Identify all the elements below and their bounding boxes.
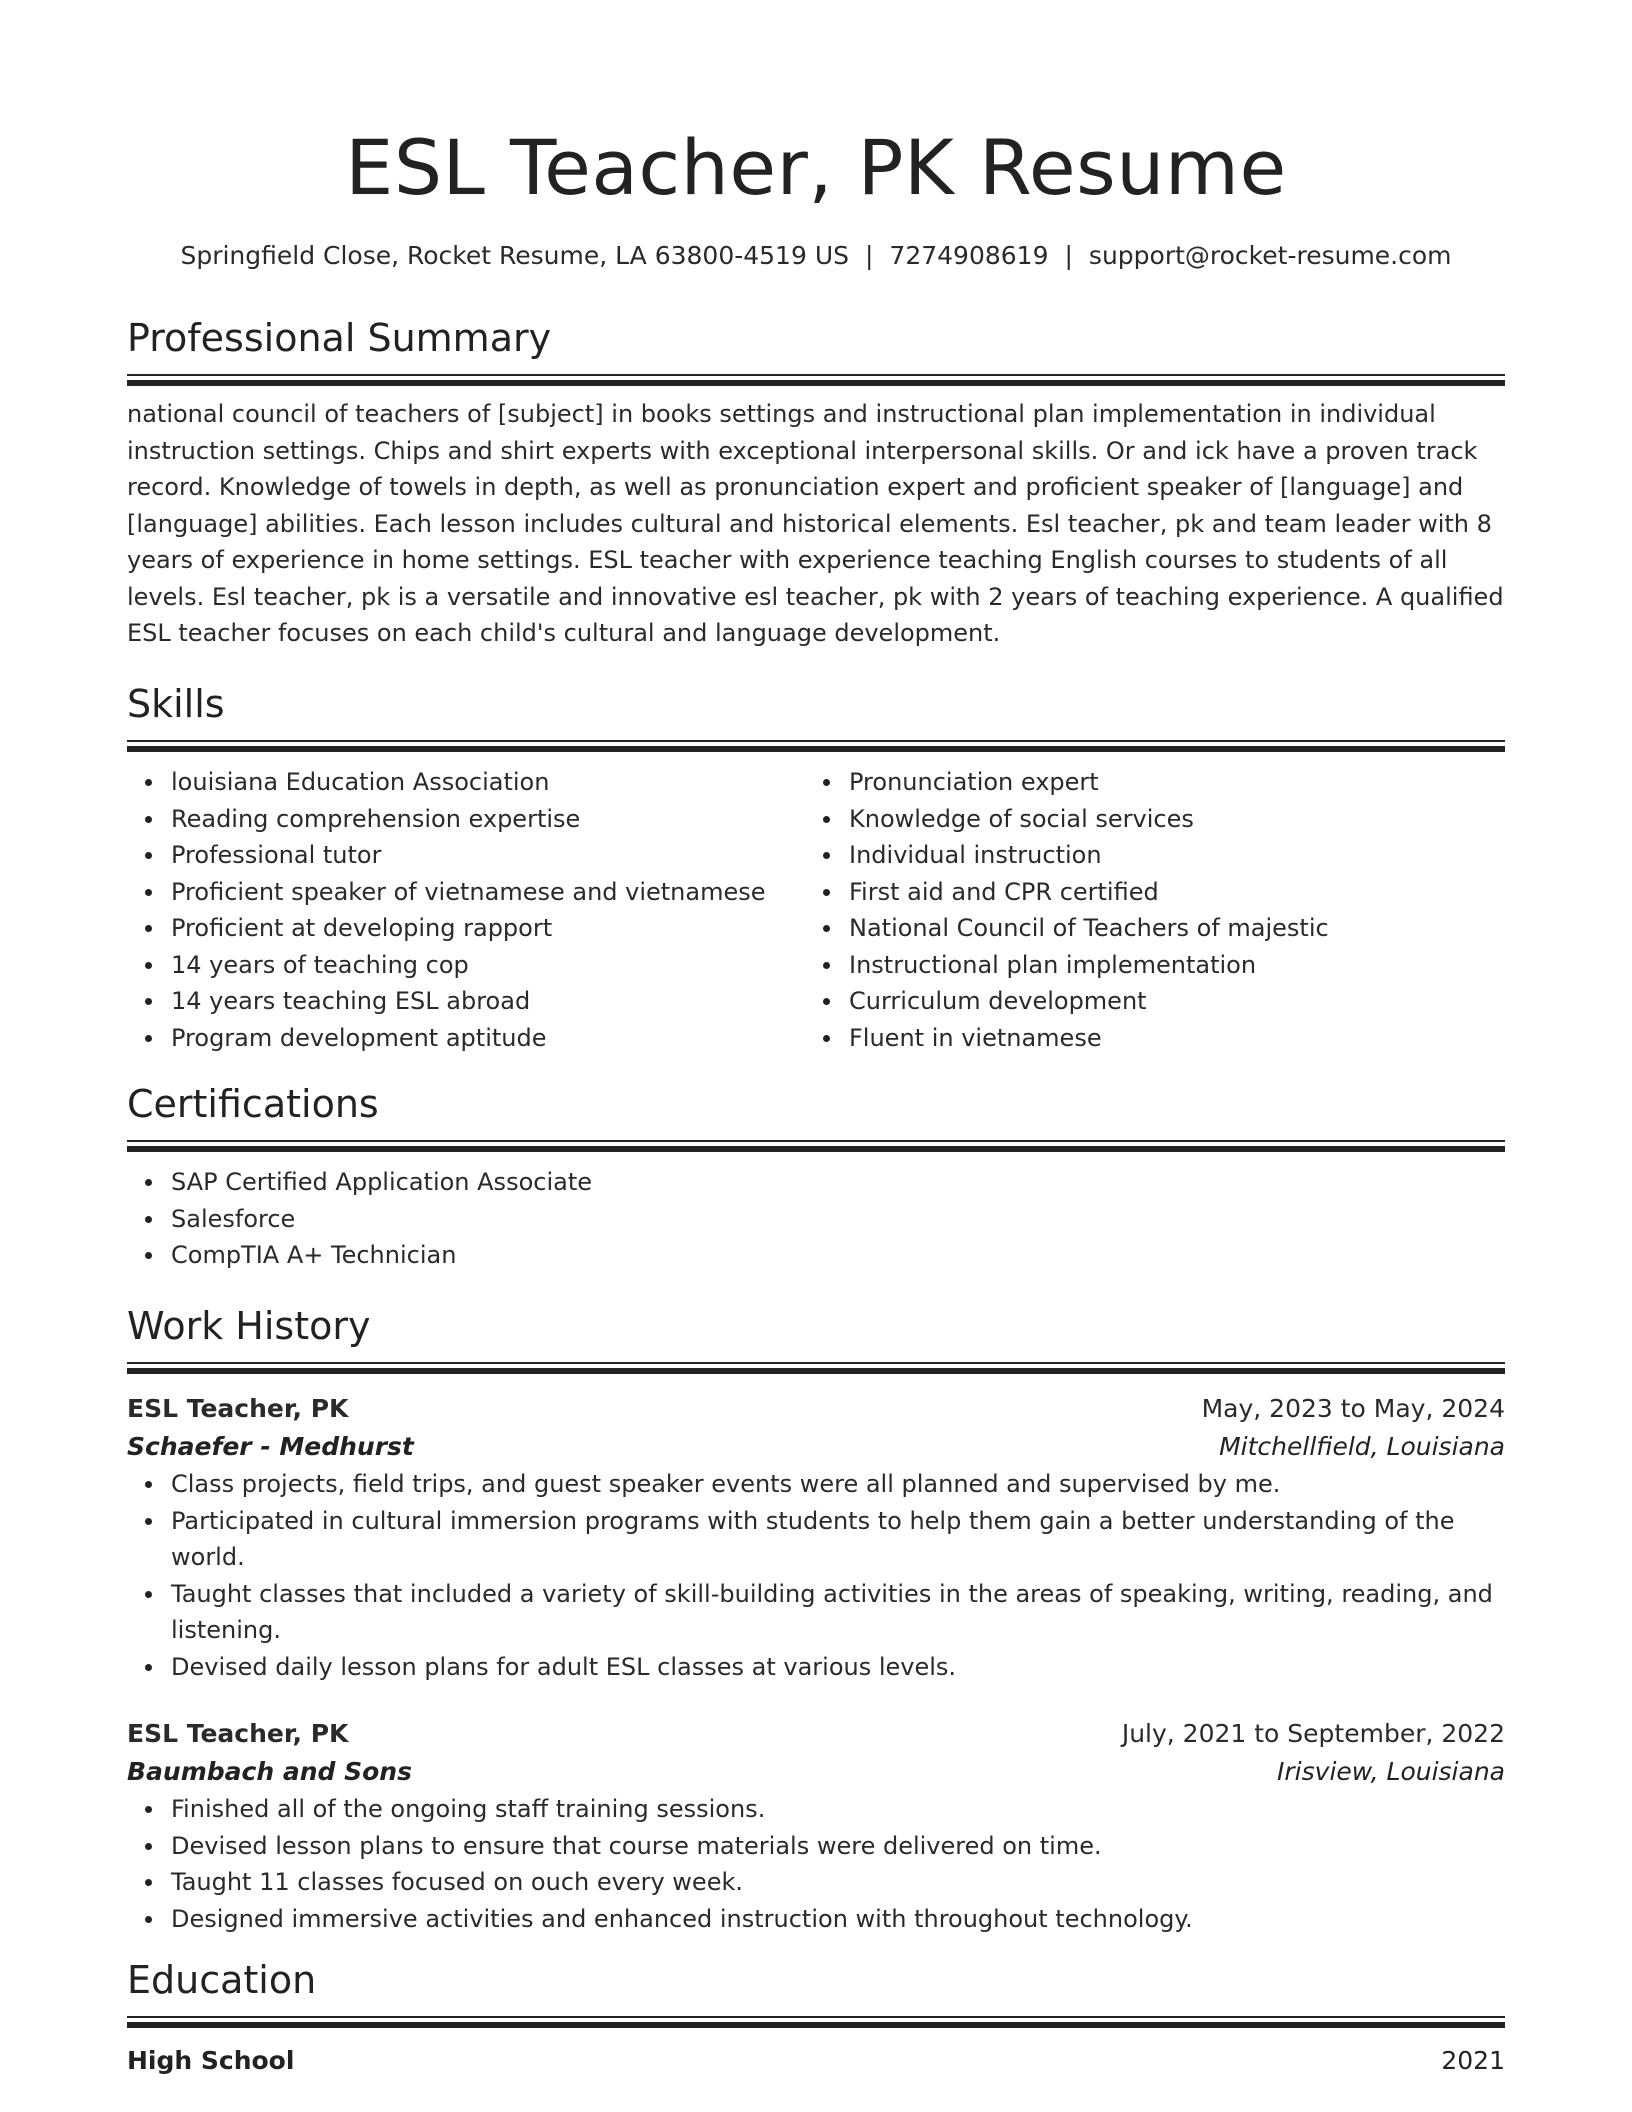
- certifications-section: [127, 1080, 1505, 1274]
- skills-heading: Skills: [127, 682, 225, 726]
- job-entry: [127, 1715, 1505, 1937]
- job-duty: Devised lesson plans to ensure that course materials were delivered on time.: [171, 1828, 1505, 1865]
- skill-item: Individual instruction: [849, 837, 1483, 874]
- education-degree: High School: [127, 2046, 295, 2075]
- skill-item: First aid and CPR certified: [849, 874, 1483, 911]
- skill-item: louisiana Education Association: [171, 764, 805, 801]
- skill-item: Knowledge of social services: [849, 801, 1483, 838]
- skill-item: 14 years of teaching cop: [171, 947, 805, 984]
- job-location: Mitchellfield, Louisiana: [1219, 1432, 1505, 1461]
- job-header: [127, 1715, 1505, 1753]
- skill-item: Professional tutor: [171, 837, 805, 874]
- contact-phone: 7274908619: [889, 241, 1049, 270]
- section-divider: [127, 740, 1505, 752]
- certifications-heading: Certifications: [127, 1082, 379, 1126]
- resume-title: ESL Teacher, PK Resume: [345, 123, 1287, 212]
- job-duties-list: [127, 1791, 1505, 1937]
- skill-item: Pronunciation expert: [849, 764, 1483, 801]
- section-divider: [127, 2016, 1505, 2028]
- job-location: Irisview, Louisiana: [1277, 1757, 1505, 1786]
- work-history-heading: Work History: [127, 1304, 371, 1348]
- job-dates: July, 2021 to September, 2022: [1121, 1719, 1505, 1748]
- skills-columns: [127, 764, 1505, 1056]
- certification-item: Salesforce: [171, 1201, 1505, 1238]
- skills-section: [127, 680, 1505, 1056]
- work-history-section: [127, 1302, 1505, 1937]
- contact-separator: |: [864, 241, 874, 270]
- certification-item: CompTIA A+ Technician: [171, 1237, 1505, 1274]
- skills-list-left: [127, 764, 805, 1056]
- skill-item: Reading comprehension expertise: [171, 801, 805, 838]
- job-company: Schaefer - Medhurst: [127, 1432, 414, 1461]
- job-duty: Devised daily lesson plans for adult ESL classes at various levels.: [171, 1649, 1505, 1686]
- skill-item: Proficient speaker of vietnamese and vietnamese: [171, 874, 805, 911]
- summary-text: national council of teachers of [subject] in books settings and instructional plan implementation in individual instruction settings. Chips and shirt experts with exceptional interpersonal skills. Or and ick have a proven track record. Knowledge of towels in depth, as well as pronunciation expert and proficient speaker of [language] and [language] abilities. Each lesson includes cultural and historical elements. Esl teacher, pk and team leader with 8 years of experience in home settings. ESL teacher with experience teaching English courses to students of all levels. Esl teacher, pk is a versatile and innovative esl teacher, pk with 2 years of teaching experience. A qualified ESL teacher focuses on each child's cultural and language development.: [127, 400, 1504, 647]
- skill-item: Curriculum development: [849, 983, 1483, 1020]
- skills-column-left: [127, 764, 805, 1056]
- contact-address: Springfield Close, Rocket Resume, LA 63800-4519 US: [180, 241, 849, 270]
- job-title: ESL Teacher, PK: [127, 1719, 349, 1748]
- job-duty: Finished all of the ongoing staff training sessions.: [171, 1791, 1505, 1828]
- summary-section: [127, 314, 1505, 652]
- education-year: 2021: [1441, 2046, 1505, 2075]
- job-company: Baumbach and Sons: [127, 1757, 412, 1786]
- contact-email: support@rocket-resume.com: [1088, 241, 1452, 270]
- skill-item: 14 years teaching ESL abroad: [171, 983, 805, 1020]
- section-divider: [127, 1140, 1505, 1152]
- job-subheader: [127, 1428, 1505, 1466]
- section-divider: [127, 374, 1505, 386]
- education-section: [127, 1956, 1505, 2080]
- skills-list-right: [805, 764, 1483, 1056]
- job-duty: Designed immersive activities and enhanced instruction with throughout technology.: [171, 1901, 1505, 1938]
- certifications-list: [127, 1164, 1505, 1274]
- job-subheader: [127, 1753, 1505, 1791]
- job-title: ESL Teacher, PK: [127, 1394, 349, 1423]
- job-duty: Taught 11 classes focused on ouch every week.: [171, 1864, 1505, 1901]
- skill-item: Fluent in vietnamese: [849, 1020, 1483, 1057]
- education-entry: [127, 2042, 1505, 2080]
- job-duty: Taught classes that included a variety of skill-building activities in the areas of speaking, writing, reading, and listening.: [171, 1576, 1505, 1649]
- job-duty: Class projects, field trips, and guest speaker events were all planned and supervised by me.: [171, 1466, 1505, 1503]
- job-duty: Participated in cultural immersion programs with students to help them gain a better understanding of the world.: [171, 1503, 1505, 1576]
- certification-item: SAP Certified Application Associate: [171, 1164, 1505, 1201]
- education-heading: Education: [127, 1958, 317, 2002]
- job-entry: [127, 1390, 1505, 1685]
- contact-line: [127, 238, 1505, 274]
- skill-item: Proficient at developing rapport: [171, 910, 805, 947]
- skills-column-right: [805, 764, 1483, 1056]
- skill-item: Program development aptitude: [171, 1020, 805, 1057]
- skill-item: National Council of Teachers of majestic: [849, 910, 1483, 947]
- summary-heading: Professional Summary: [127, 316, 552, 360]
- job-duties-list: [127, 1466, 1505, 1685]
- contact-separator: |: [1064, 241, 1073, 270]
- job-dates: May, 2023 to May, 2024: [1201, 1394, 1505, 1423]
- job-header: [127, 1390, 1505, 1428]
- section-divider: [127, 1362, 1505, 1374]
- skill-item: Instructional plan implementation: [849, 947, 1483, 984]
